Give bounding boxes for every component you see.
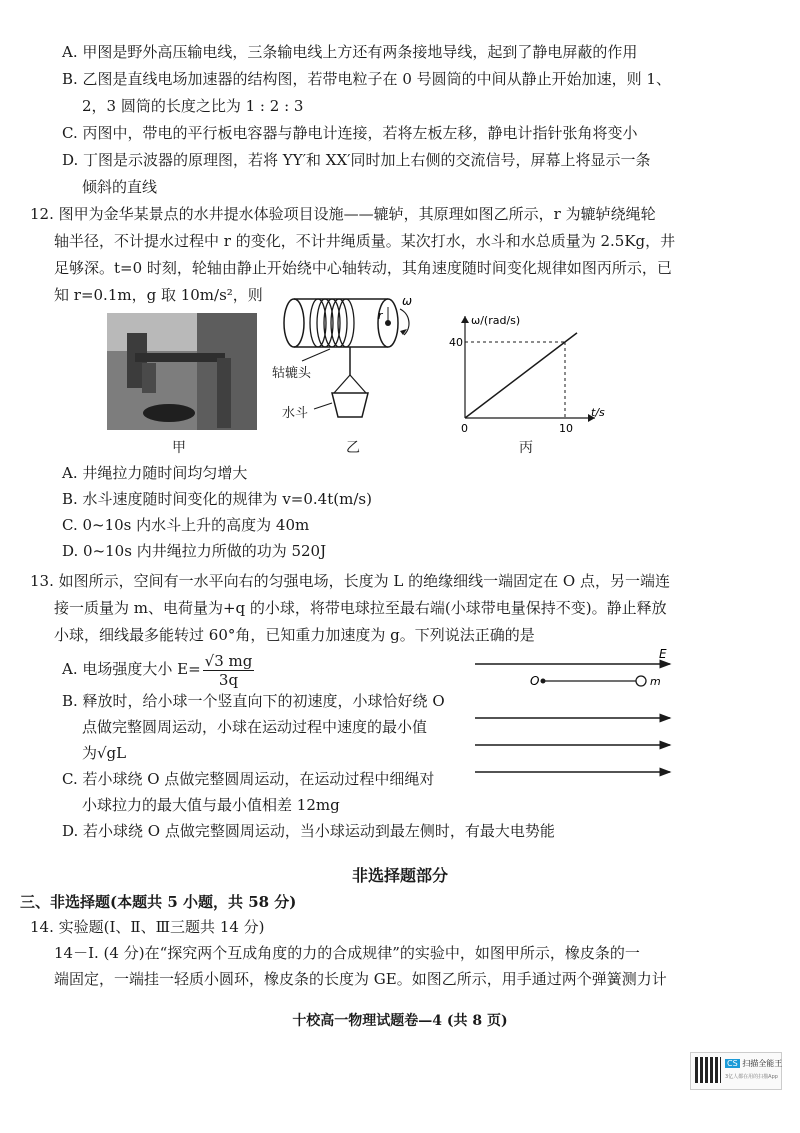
watermark-subtitle: 3亿人都在用的扫描App (725, 1074, 778, 1080)
q13-stem-line1: 13. 如图所示，空间有一水平向右的匀强电场，长度为 L 的绝缘细线一端固定在 O 点，另一端连 (30, 572, 670, 590)
caption-yi: 乙 (346, 440, 360, 456)
q11-option-c: C. 丙图中，带电的平行板电容器与静电计连接，若将左板左移，静电计指针张角将变小 (62, 124, 638, 142)
q14-heading: 14. 实验题(Ⅰ、Ⅱ、Ⅲ三题共 14 分) (30, 918, 265, 936)
q12-option-a: A. 井绳拉力随时间均匀增大 (62, 464, 248, 482)
label-bucket: 水斗 (282, 406, 309, 421)
q12-option-c: C. 0~10s 内水斗上升的高度为 40m (62, 516, 310, 534)
omega-label: ω (402, 295, 413, 308)
radius-label: r (378, 309, 383, 322)
q14-1-line2: 端固定，一端挂一轻质小圆环，橡皮条的长度为 GE。如图乙所示，用手通过两个弹簧测力计 (54, 970, 667, 988)
q13-stem-line3: 小球，细线最多能转过 60°角，已知重力加速度为 g。下列说法正确的是 (54, 626, 535, 644)
q12-stem-line3: 足够深。t=0 时刻，轮轴由静止开始绕中心轴转动，其角速度随时间变化规律如图丙所示，已 (54, 259, 672, 277)
q13-option-a-prefix: A. 电场强度大小 E= (62, 660, 201, 678)
q13-option-b-line3: 为√gL (82, 744, 127, 762)
q13-stem-line2: 接一质量为 m、电荷量为+q 的小球，将带电球拉至最右端(小球带电量保持不变)。静止释放 (54, 599, 667, 617)
watermark-title: 扫描全能王 (742, 1059, 783, 1068)
scanner-watermark (690, 1052, 782, 1090)
q13-option-a (62, 650, 256, 689)
y-axis-arrow-icon (461, 316, 469, 323)
section-header: 三、非选择题(本题共 5 小题，共 58 分) (20, 893, 297, 911)
label-lulu: 轱辘头 (272, 366, 312, 381)
well-photo (107, 313, 257, 430)
caption-jia: 甲 (172, 440, 186, 456)
caption-bing: 丙 (519, 440, 533, 456)
x-tick-label: 10 (559, 422, 573, 435)
electric-field-diagram (470, 648, 680, 778)
x-tick-label-origin: 0 (461, 422, 468, 435)
q13-option-c-line2: 小球拉力的最大值与最小值相差 12mg (82, 796, 340, 814)
q13-option-c-line1: C. 若小球绕 O 点做完整圆周运动，在运动过程中细绳对 (62, 770, 435, 788)
page-footer: 十校高一物理试题卷—4 (共 8 页) (292, 1013, 508, 1029)
q11-option-d-line1: D. 丁图是示波器的原理图，若将 YY′和 XX′同时加上右侧的交流信号，屏幕上将显示一条 (62, 151, 651, 169)
omega-time-chart (445, 308, 605, 438)
y-tick-label: 40 (449, 336, 463, 349)
section-title: 非选择题部分 (351, 866, 448, 885)
field-label-e: E (659, 648, 667, 661)
q11-option-d-line2: 倾斜的直线 (82, 178, 158, 196)
ball-label-m: m (650, 675, 661, 688)
scanner-logo-icon: CS (727, 1059, 738, 1068)
q13-option-b-line2: 点做完整圆周运动，小球在运动过程中速度的最小值 (82, 718, 428, 736)
q11-option-b-line2: 2，3 圆筒的长度之比为 1 : 2 : 3 (82, 97, 304, 115)
fraction (203, 652, 255, 689)
fraction-numerator: √3 mg (204, 651, 253, 670)
q11-option-a: A. 甲图是野外高压输电线，三条输电线上方还有两条接地导线，起到了静电屏蔽的作用 (62, 43, 638, 61)
q13-option-d: D. 若小球绕 O 点做完整圆周运动，当小球运动到最左侧时，有最大电势能 (62, 822, 555, 840)
q11-option-b-line1: B. 乙图是直线电场加速器的结构图，若带电粒子在 0 号圆筒的中间从静止开始加速，则 1、 (62, 70, 671, 88)
omega-series-line (465, 333, 577, 418)
y-axis-label: ω/(rad/s) (471, 314, 521, 327)
q14-1-line1: 14－Ⅰ. (4 分)在“探究两个互成角度的力的合成规律”的实验中，如图甲所示，橡皮条的一 (54, 944, 640, 962)
x-axis-label: t/s (591, 406, 605, 419)
q13-option-b-line1: B. 释放时，给小球一个竖直向下的初速度，小球恰好绕 O (62, 692, 445, 710)
qr-code-icon (695, 1057, 721, 1083)
q12-option-d: D. 0~10s 内井绳拉力所做的功为 520J (62, 542, 327, 560)
q12-stem-line2: 轴半径，不计提水过程中 r 的变化，不计井绳质量。某次打水，水斗和水总质量为 2.5Kg，井 (54, 232, 676, 250)
fraction-denominator: 3q (218, 670, 239, 689)
q12-stem-line4: 知 r=0.1m，g 取 10m/s²，则 (54, 286, 263, 304)
q12-stem-line1: 12. 图甲为金华某景点的水井提水体验项目设施——辘轳，其原理如图乙所示，r 为辘轳绕绳轮 (30, 205, 656, 223)
watermark-title-row (725, 1058, 782, 1069)
pivot-label-o: O (530, 674, 540, 688)
charged-ball (636, 676, 646, 686)
q12-option-b: B. 水斗速度随时间变化的规律为 v=0.4t(m/s) (62, 490, 372, 508)
